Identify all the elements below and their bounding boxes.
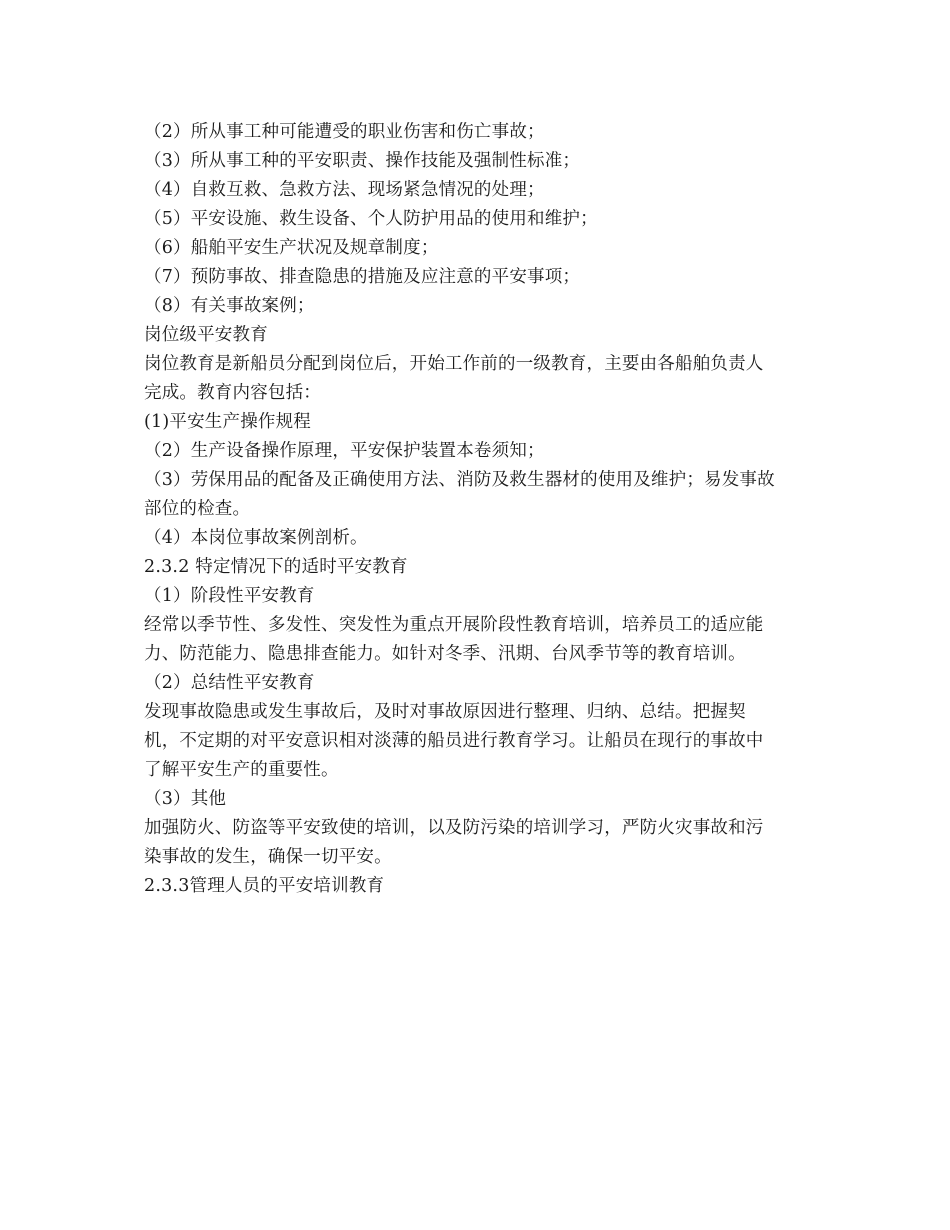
text-line: （2）所从事工种可能遭受的职业伤害和伤亡事故； [144, 122, 545, 142]
text-line: （7）预防事故、排查隐患的措施及应注意的平安事项； [144, 267, 581, 287]
paragraph-line: 加强防火、防盗等平安致使的培训，以及防污染的培训学习，严防火灾事故和污 [144, 818, 764, 838]
paragraph-line: 了解平安生产的重要性。 [144, 760, 339, 780]
subsection-heading: （1）阶段性平安教育 [144, 586, 315, 606]
paragraph-line: 染事故的发生，确保一切平安。 [144, 847, 392, 867]
paragraph-line: 机，不定期的对平安意识相对淡薄的船员进行教育学习。让船员在现行的事故中 [144, 731, 764, 751]
paragraph-line: 发现事故隐患或发生事故后，及时对事故原因进行整理、归纳、总结。把握契 [144, 702, 746, 722]
text-line: （2）生产设备操作原理，平安保护装置本卷须知； [144, 441, 545, 461]
subsection-heading: （2）总结性平安教育 [144, 673, 315, 693]
document-body [144, 118, 814, 901]
text-line: （3）劳保用品的配备及正确使用方法、消防及救生器材的使用及维护；易发事故 [144, 470, 775, 490]
paragraph-line: 部位的检查。 [144, 499, 251, 519]
text-line: （8）有关事故案例； [144, 296, 315, 316]
paragraph-line: 完成。教育内容包括： [144, 383, 321, 403]
paragraph-line: 岗位教育是新船员分配到岗位后，开始工作前的一级教育，主要由各船舶负责人 [144, 354, 764, 374]
section-heading: 2.3.2 特定情况下的适时平安教育 [144, 557, 408, 577]
paragraph-line: 经常以季节性、多发性、突发性为重点开展阶段性教育培训，培养员工的适应能 [144, 615, 764, 635]
text-line: （4）自救互救、急救方法、现场紧急情况的处理； [144, 180, 545, 200]
text-line: （3）所从事工种的平安职责、操作技能及强制性标准； [144, 151, 581, 171]
section-heading: 岗位级平安教育 [144, 325, 268, 345]
section-heading: 2.3.3管理人员的平安培训教育 [144, 876, 385, 896]
text-line: （4）本岗位事故案例剖析。 [144, 528, 368, 548]
paragraph-line: 力、防范能力、隐患排查能力。如针对冬季、汛期、台风季节等的教育培训。 [144, 644, 746, 664]
text-line: (1)平安生产操作规程 [144, 412, 311, 432]
text-line: （6）船舶平安生产状况及规章制度； [144, 238, 439, 258]
subsection-heading: （3）其他 [144, 789, 227, 809]
text-line: （5）平安设施、救生设备、个人防护用品的使用和维护； [144, 209, 598, 229]
